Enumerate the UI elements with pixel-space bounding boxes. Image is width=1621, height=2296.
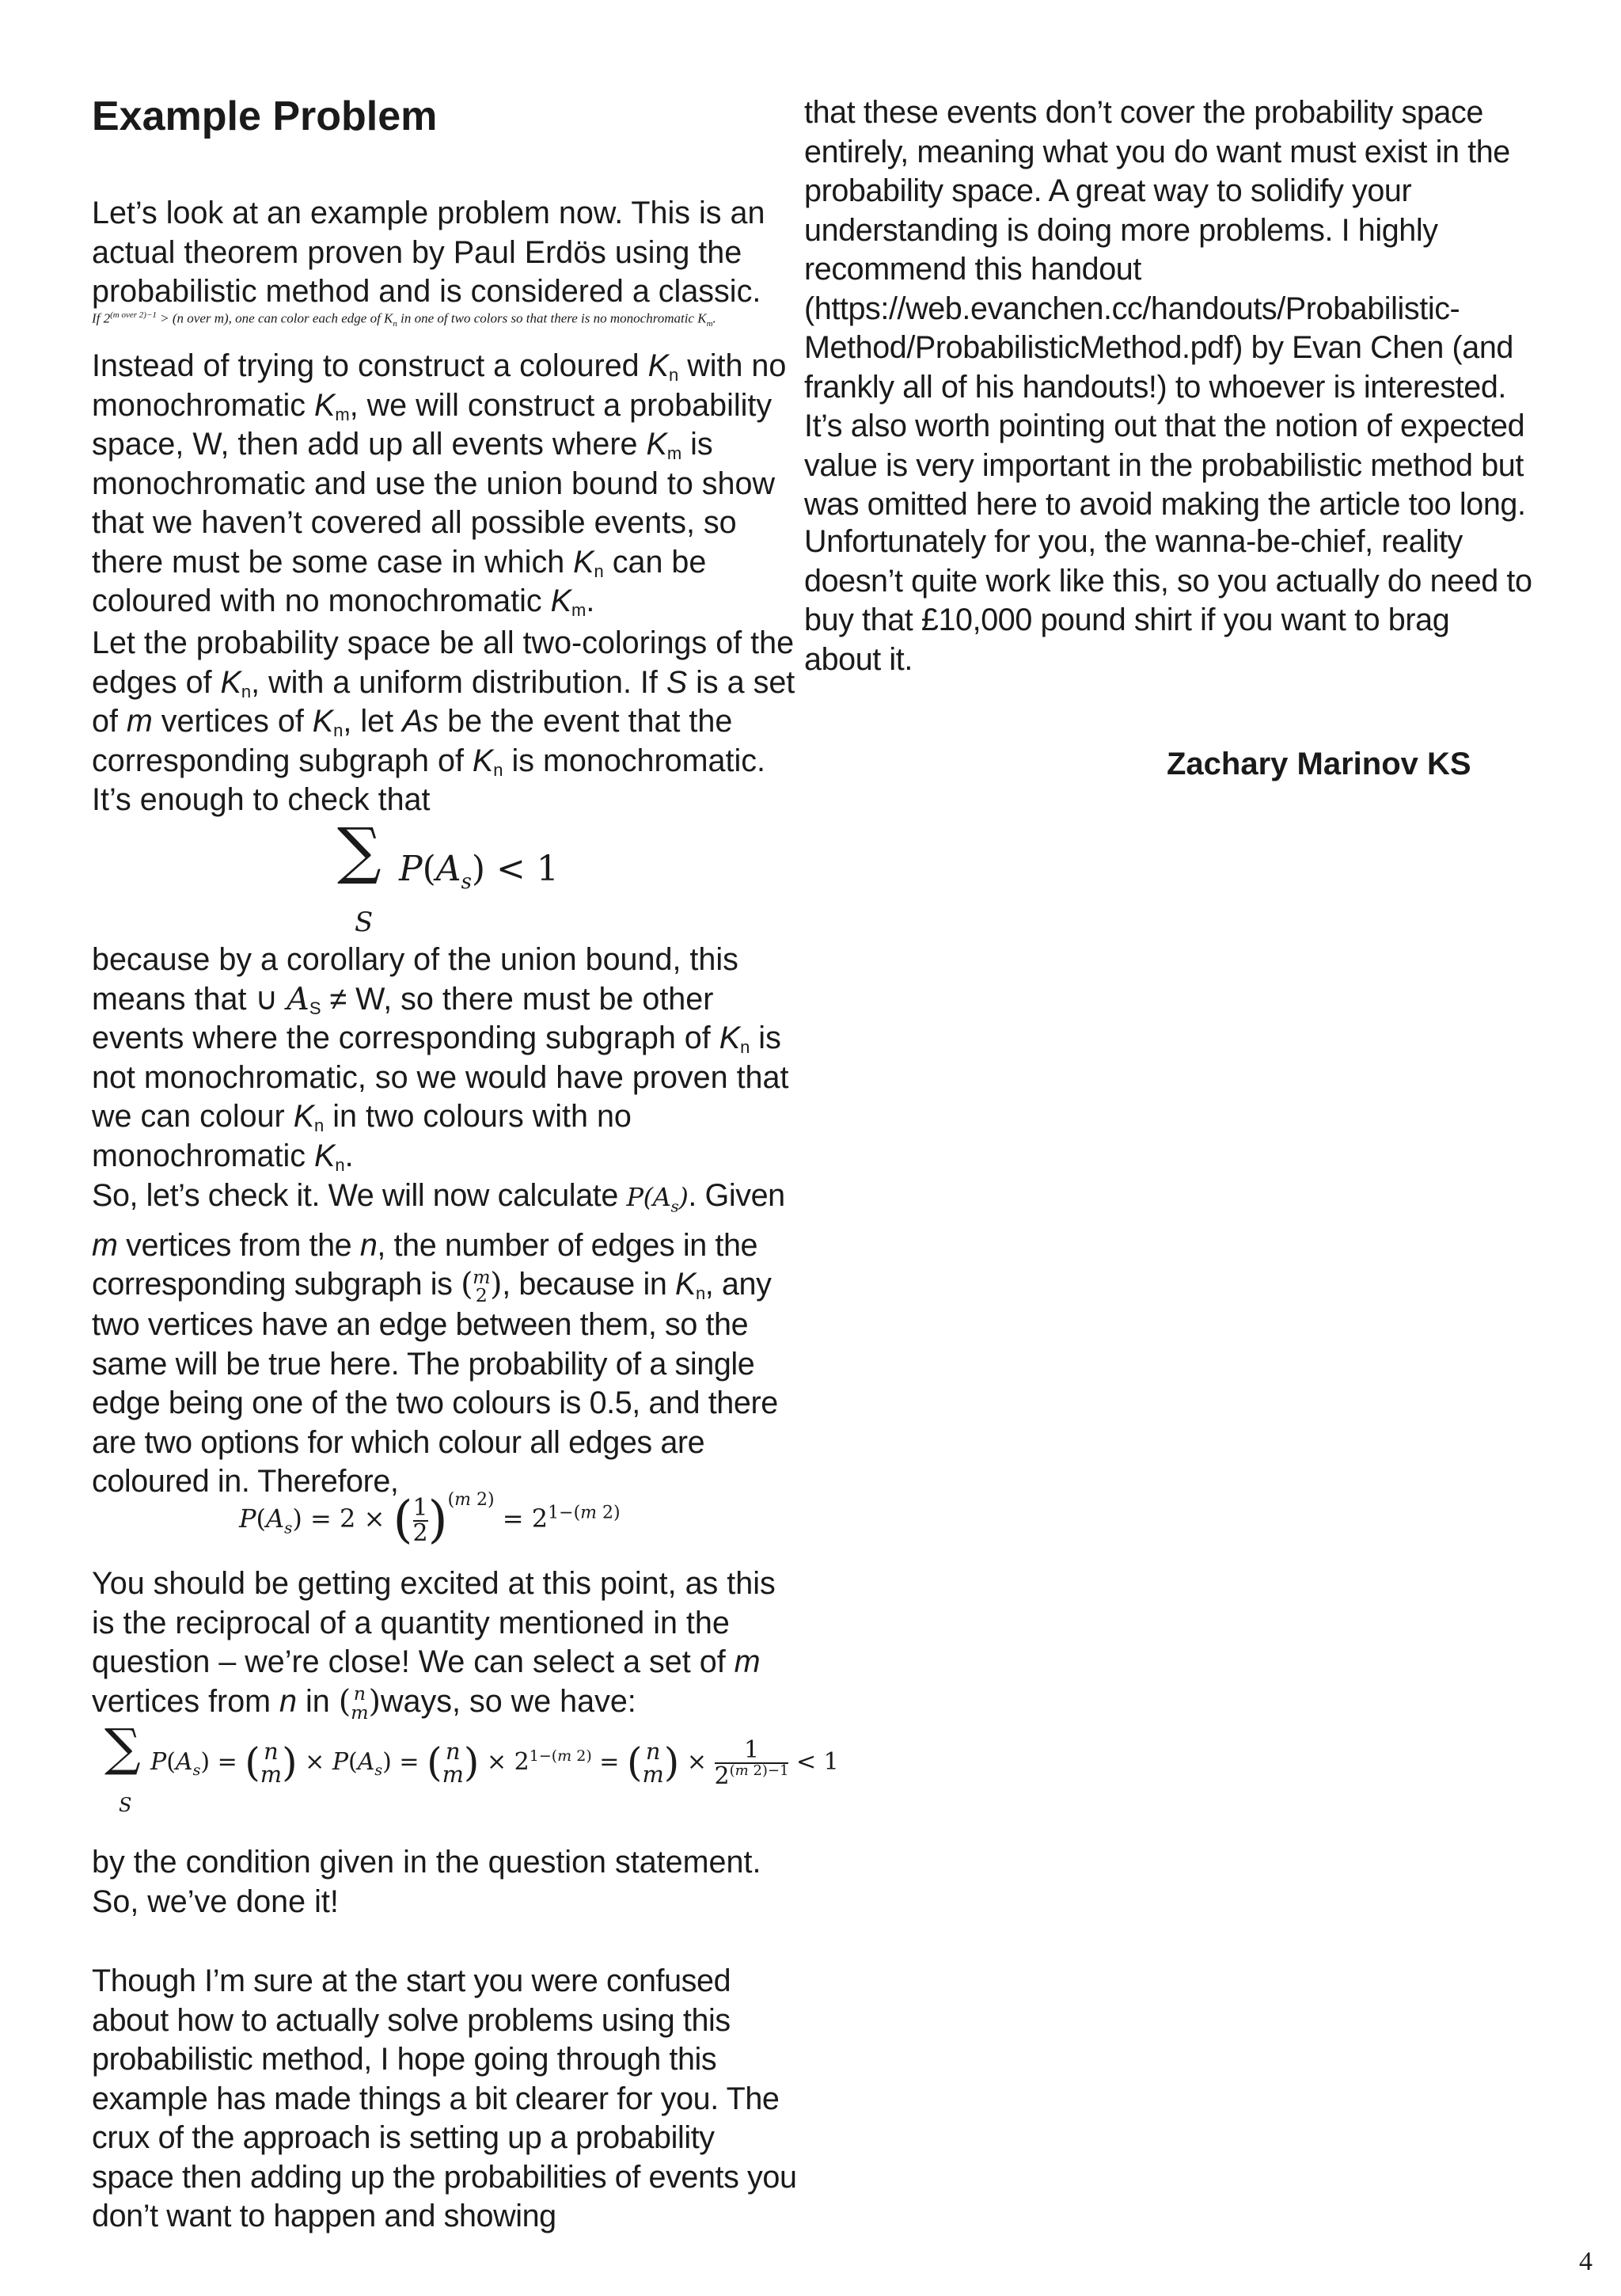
reciprocal-paragraph: You should be getting excited at this point, as this is the reciprocal of a quantity mentioned in the question – we’re close! We can select a set of m vertices from n in ( n m )ways, so we have: bbox=[92, 1566, 776, 1724]
union-bound-paragraph: because by a corollary of the union bound, this means that ∪ $A_S \ne W$, so there must be other events where the corresponding subgraph of $K_n$ is not monochromatic, so we would have proven that we can colour $K_n$ in two colours with no monochromatic $K_n$. bbox=[92, 942, 789, 1175]
theorem-statement: If $2^{(m over 2)-1} > (n$ over m), one can color each edge of $K_n$ in one of two colors so that there is no monochromatic $K_m$. bbox=[92, 310, 716, 329]
equation-probability-as: $P(A_s) = 2$ × ( $\frac{1}{2}$ )$^{(m 2)} = 2^{1-(m 2)}$ bbox=[239, 1490, 621, 1549]
section-title: Example Problem bbox=[92, 93, 438, 139]
probability-space-paragraph: Let the probability space be all two-colorings of the edges of $K_n$, with a uniform distribution. If S is a set of m vertices of $K_n$, let As be the event that the corresponding subgraph of $K_n$ is monochromatic. It’s enough to check that bbox=[92, 625, 795, 817]
approach-paragraph: Instead of trying to construct a coloured $K_n$ with no monochromatic $K_m$, we will construct a probability space, W, then add up all events where $K_m$ is monochromatic and use the union bound to show that we haven’t covered all possible events, so there must be some case in which $K_n$ can be coloured with no monochromatic $K_m$. bbox=[92, 348, 787, 620]
continuation-paragraph: that these events don’t cover the probability space entirely, meaning what you do want must exist in the probability space. A great way to solidify your understanding is doing more problems. I highly recommend this handout (https://web.evanchen.cc/handouts/Probabilistic-Method/ProbabilisticMethod.pdf) by Evan Chen (and frankly all of his handouts!) to whoever is interested. It’s also worth pointing out that the notion of expected value is very important in the probabilistic method but was omitted here to avoid making the article too long. bbox=[804, 95, 1526, 522]
intro-paragraph: Let’s look at an example problem now. This is an actual theorem proven by Paul Erdös using the probabilistic method and is considered a classic. bbox=[92, 196, 765, 309]
summary-paragraph: Though I’m sure at the start you were confused about how to actually solve problems using this probabilistic method, I hope going through this example has made things a bit clearer for you. The crux of the approach is setting up a probability space then adding up the probabilities of events you don’t want to happen and showing bbox=[92, 1963, 797, 2233]
page-number: 4 bbox=[1579, 2247, 1593, 2276]
closing-paragraph: Unfortunately for you, the wanna-be-chief, reality doesn’t quite work like this, so you actually do need to buy that £10,000 pound shirt if you want to brag about it. bbox=[804, 524, 1532, 677]
author-name: Zachary Marinov KS bbox=[1167, 747, 1471, 781]
calculation-paragraph: So, let’s check it. We will now calculate $P(A_s)$. Given m vertices from the n, the number of edges in the corresponding subgraph is ( m 2 ), because in $K_n$, any two vertices have an edge between them, so the same will be true here. The probability of a single edge being one of the two colours is 0.5, and there are two options for which colour all edges are coloured in. Therefore, bbox=[92, 1178, 785, 1500]
conclusion-paragraph: by the condition given in the question statement. So, we’ve done it! bbox=[92, 1845, 761, 1919]
